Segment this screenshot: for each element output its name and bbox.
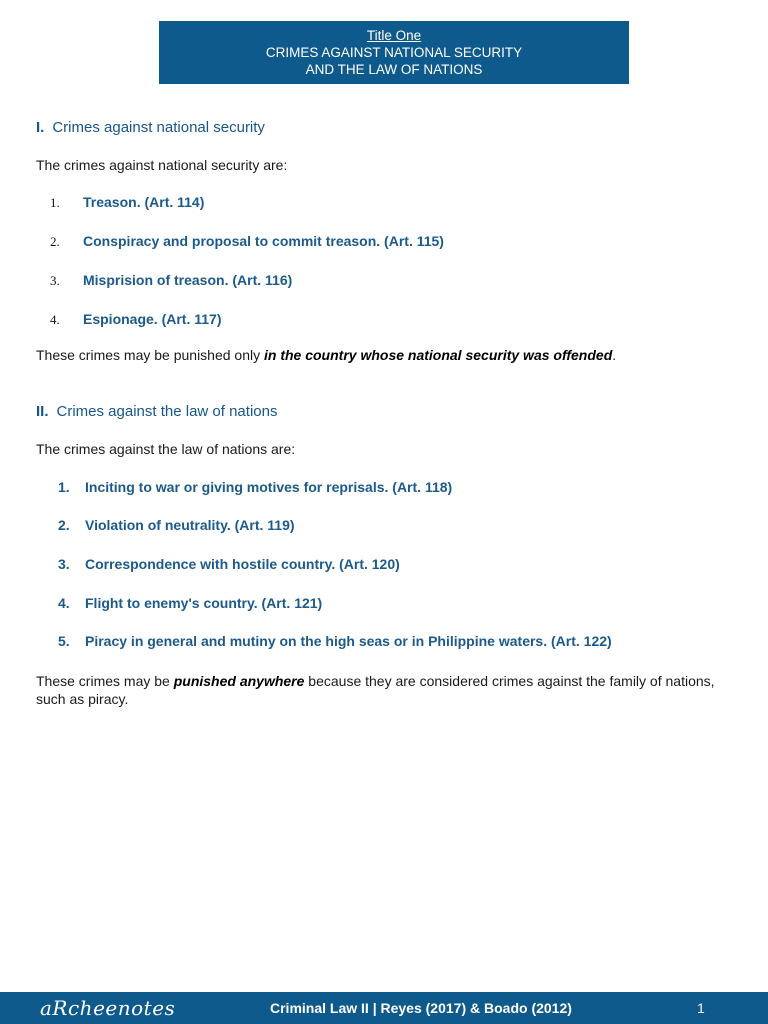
title-banner [159, 21, 629, 84]
list-item-number: 3. [50, 273, 60, 288]
list-item [36, 556, 400, 572]
title-line-1: CRIMES AGAINST NATIONAL SECURITY [265, 45, 523, 60]
section-1-note [36, 346, 616, 364]
section-1-note-prefix: These crimes may be punished only [36, 347, 264, 363]
section-2-heading [36, 403, 277, 420]
list-item [36, 479, 452, 495]
list-item [36, 272, 292, 289]
list-item-number: 1. [58, 479, 70, 495]
section-2-note-prefix: These crimes may be [36, 673, 174, 689]
title-overline: Title One [366, 28, 422, 43]
brand-logo: aRcheenotes [40, 996, 176, 1020]
section-1-number: I. [36, 119, 45, 136]
list-item-number: 5. [58, 633, 70, 649]
section-1-heading [36, 119, 265, 136]
list-item-text: Piracy in general and mutiny on the high seas or in Philippine waters. (Art. 122) [85, 633, 612, 649]
list-item-text: Violation of neutrality. (Art. 119) [85, 517, 295, 533]
list-item-text: Flight to enemy's country. (Art. 121) [85, 595, 323, 611]
page-footer [0, 992, 768, 1024]
list-item-text: Misprision of treason. (Art. 116) [83, 272, 293, 288]
list-item-number: 2. [58, 517, 70, 533]
list-item-number: 1. [50, 195, 60, 210]
section-1-note-suffix: . [612, 347, 617, 363]
section-1-intro: The crimes against national security are: [36, 157, 288, 173]
list-item-text: Conspiracy and proposal to commit treason. (Art. 115) [83, 233, 444, 249]
section-1-note-emphasis: in the country whose national security was offended [264, 347, 613, 363]
course-title: Criminal Law II | Reyes (2017) & Boado (2012) [270, 1000, 572, 1016]
list-item-number: 2. [50, 234, 60, 249]
section-2-intro: The crimes against the law of nations are: [36, 441, 296, 457]
list-item-text: Correspondence with hostile country. (Art. 120) [85, 556, 400, 572]
list-item [36, 595, 322, 611]
list-item-text: Treason. (Art. 114) [83, 194, 205, 210]
list-item-number: 4. [58, 595, 70, 611]
title-line-2: AND THE LAW OF NATIONS [305, 62, 483, 77]
section-2-note [36, 672, 736, 708]
list-item-number: 3. [58, 556, 70, 572]
section-1-title: Crimes against national security [52, 119, 265, 136]
section-2-note-emphasis: punished anywhere [173, 673, 305, 689]
list-item [36, 194, 204, 211]
section-2-title: Crimes against the law of nations [56, 403, 278, 420]
section-2-number: II. [36, 403, 49, 420]
list-item [36, 633, 612, 649]
list-item [36, 517, 295, 533]
list-item [36, 311, 221, 328]
list-item-text: Inciting to war or giving motives for reprisals. (Art. 118) [85, 479, 453, 495]
list-item-text: Espionage. (Art. 117) [83, 311, 222, 327]
section-2-note-suffix: because they are considered crimes against the family of nations, such as piracy. [36, 673, 715, 707]
list-item-number: 4. [50, 312, 60, 327]
list-item [36, 233, 444, 250]
page-number: 1 [697, 1000, 705, 1016]
